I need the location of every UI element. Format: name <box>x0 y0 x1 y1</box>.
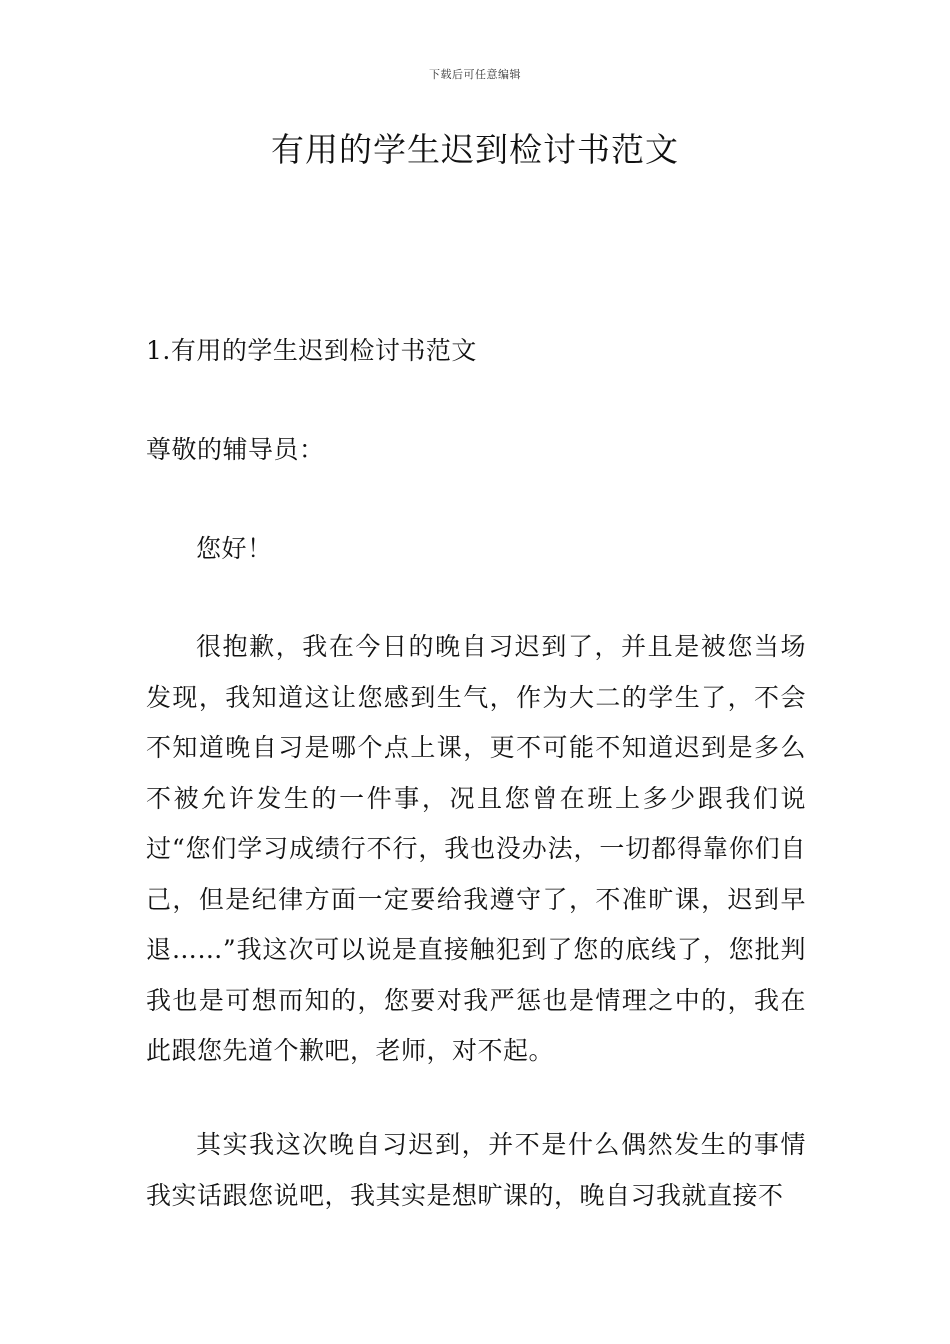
greeting: 您好！ <box>196 534 273 563</box>
body-paragraph: 很抱歉，我在今日的晚自习迟到了，并且是被您当场发现，我知道这让您感到生气，作为大二的学生了，不会不知道晚自习是哪个点上课，更不可能不知道迟到是多么不被允许发生的一件事，况且您曾在班上多少跟我们说过“您们学习成绩行不行，我也没办法，一切都得靠你们自己，但是纪律方面一定要给我遵守了，不准旷课，迟到早退……”我这次可以说是直接触犯到了您的底线了，您批判我也是可想而知的，您要对我严惩也是情理之中的，我在此跟您先道个歉吧，老师，对不起。 <box>146 632 806 1065</box>
body-paragraph: 其实我这次晚自习迟到，并不是什么偶然发生的事情我实话跟您说吧，我其实是想旷课的，晚自习我就直接不 <box>146 1130 806 1210</box>
salutation: 尊敬的辅导员： <box>146 435 325 464</box>
section-heading: 1.有用的学生迟到检讨书范文 <box>146 336 477 365</box>
header-note: 下载后可任意编辑 <box>429 68 521 81</box>
document-title: 有用的学生迟到检讨书范文 <box>271 130 679 169</box>
